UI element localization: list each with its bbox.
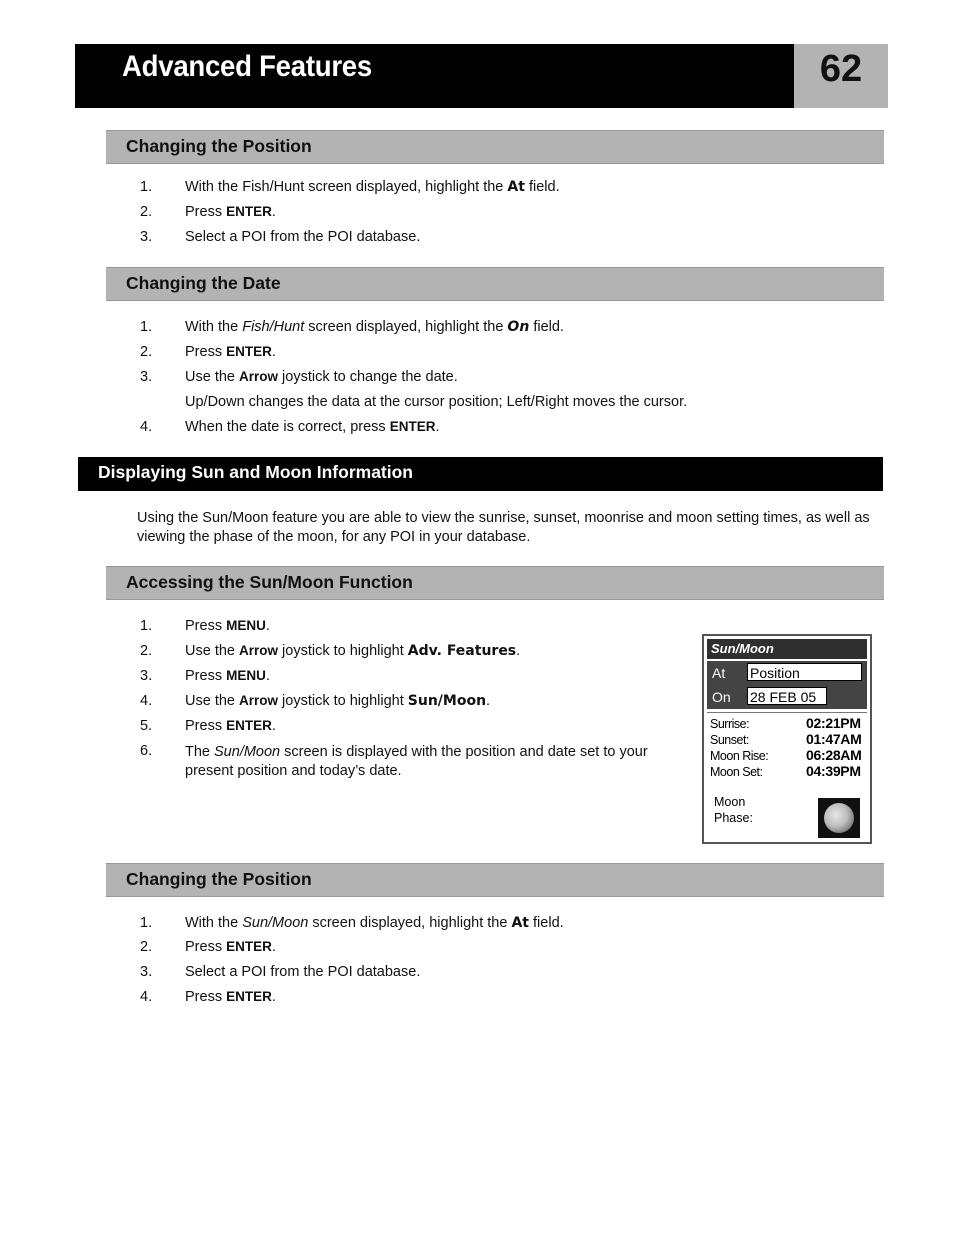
section-title: Displaying Sun and Moon Information bbox=[98, 462, 413, 482]
step-text: Press ENTER. bbox=[185, 939, 276, 955]
page-title: Advanced Features bbox=[122, 50, 372, 83]
divider bbox=[707, 712, 867, 713]
keyword: At bbox=[511, 915, 529, 931]
keyword: ENTER bbox=[226, 939, 272, 954]
keyword: MENU bbox=[226, 618, 266, 633]
on-label: On bbox=[712, 689, 731, 705]
step-text: Press ENTER. bbox=[185, 989, 276, 1005]
keyword: Sun/Moon bbox=[407, 693, 487, 709]
section-heading-changing-position-2 bbox=[106, 863, 884, 897]
note-text: Up/Down changes the data at the cursor position; Left/Right moves the cursor. bbox=[185, 394, 688, 410]
step-number: 4. bbox=[140, 989, 153, 1005]
at-label: At bbox=[712, 665, 726, 681]
sunset-label: Sunset: bbox=[710, 733, 749, 747]
section-heading-sun-moon-info bbox=[78, 457, 883, 491]
step-number: 5. bbox=[140, 718, 153, 734]
sunrise-label: Surrise: bbox=[710, 717, 750, 731]
step-number: 2. bbox=[140, 204, 153, 220]
section-title: Changing the Position bbox=[126, 869, 312, 889]
section-title: Changing the Date bbox=[126, 273, 281, 293]
step-text: Use the Arrow joystick to highlight Sun/Moon. bbox=[185, 693, 491, 709]
step-text: Select a POI from the POI database. bbox=[185, 229, 421, 245]
step-text: When the date is correct, press ENTER. bbox=[185, 419, 440, 435]
moon-phase-icon bbox=[818, 798, 860, 838]
moonrise-value: 06:28AM bbox=[806, 747, 862, 763]
keyword: ENTER bbox=[226, 718, 272, 733]
section-title: Accessing the Sun/Moon Function bbox=[126, 572, 413, 592]
device-screen-title: Sun/Moon bbox=[707, 639, 867, 659]
step-number: 1. bbox=[140, 319, 153, 335]
page-number: 62 bbox=[819, 48, 863, 90]
step-text: The Sun/Moon screen is displayed with the position and date set to your present position and today’s date. bbox=[185, 744, 648, 779]
step-number: 1. bbox=[140, 618, 153, 634]
step-text: Press MENU. bbox=[185, 668, 270, 684]
keyword: Arrow bbox=[239, 369, 279, 384]
step-text: With the Fish/Hunt screen displayed, highlight the At field. bbox=[185, 179, 560, 195]
keyword: ENTER bbox=[226, 204, 272, 219]
section-title: Changing the Position bbox=[126, 136, 312, 156]
page-number-box bbox=[794, 44, 888, 108]
moon-phase-label-2: Phase: bbox=[714, 811, 753, 825]
moonrise-label: Moon Rise: bbox=[710, 749, 769, 763]
keyword: Arrow bbox=[239, 693, 279, 708]
at-field: Position bbox=[747, 663, 862, 681]
sunrise-value: 02:21PM bbox=[806, 715, 861, 731]
page-header bbox=[75, 44, 888, 108]
step-text: With the Sun/Moon screen displayed, highlight the At field. bbox=[185, 915, 564, 931]
step-text: Select a POI from the POI database. bbox=[185, 964, 421, 980]
step-number: 3. bbox=[140, 668, 153, 684]
keyword: At bbox=[507, 179, 525, 195]
moonset-label: Moon Set: bbox=[710, 765, 763, 779]
sun-moon-screen-image bbox=[702, 634, 872, 844]
step-number: 1. bbox=[140, 179, 153, 195]
intro-paragraph: Using the Sun/Moon feature you are able to view the sunrise, sunset, moonrise and moon setting times, as well as viewing the phase of the moon, for any POI in your database. bbox=[137, 510, 870, 545]
section-heading-accessing-sun-moon bbox=[106, 566, 884, 600]
step-text: With the Fish/Hunt screen displayed, highlight the On field. bbox=[185, 319, 564, 335]
step-number: 2. bbox=[140, 344, 153, 360]
moonset-value: 04:39PM bbox=[806, 763, 861, 779]
keyword: Arrow bbox=[239, 643, 279, 658]
step-text: Press ENTER. bbox=[185, 344, 276, 360]
keyword: Adv. Features bbox=[407, 643, 517, 659]
step-number: 3. bbox=[140, 964, 153, 980]
sunset-value: 01:47AM bbox=[806, 731, 862, 747]
step-number: 1. bbox=[140, 915, 153, 931]
step-number: 2. bbox=[140, 939, 153, 955]
step-text: Use the Arrow joystick to change the date. bbox=[185, 369, 458, 385]
step-number: 3. bbox=[140, 229, 153, 245]
section-heading-changing-date bbox=[106, 267, 884, 301]
step-text: Press MENU. bbox=[185, 618, 270, 634]
keyword: ENTER bbox=[389, 419, 436, 434]
device-fields-panel bbox=[707, 661, 867, 709]
moon-disc-icon bbox=[824, 803, 854, 833]
step-number: 4. bbox=[140, 693, 153, 709]
step-number: 3. bbox=[140, 369, 153, 385]
step-number: 6. bbox=[140, 743, 153, 759]
step-text: Use the Arrow joystick to highlight Adv. Features. bbox=[185, 643, 521, 659]
header-title-bar bbox=[75, 44, 794, 108]
section-heading-changing-position bbox=[106, 130, 884, 164]
step-number: 2. bbox=[140, 643, 153, 659]
keyword: MENU bbox=[226, 668, 266, 683]
step-number: 4. bbox=[140, 419, 153, 435]
keyword: ENTER bbox=[226, 989, 272, 1004]
step-text: Press ENTER. bbox=[185, 204, 276, 220]
on-field: 28 FEB 05 bbox=[747, 687, 827, 705]
keyword: On bbox=[507, 319, 530, 335]
moon-phase-label-1: Moon bbox=[714, 795, 746, 809]
keyword: ENTER bbox=[226, 344, 272, 359]
step-text: Press ENTER. bbox=[185, 718, 276, 734]
